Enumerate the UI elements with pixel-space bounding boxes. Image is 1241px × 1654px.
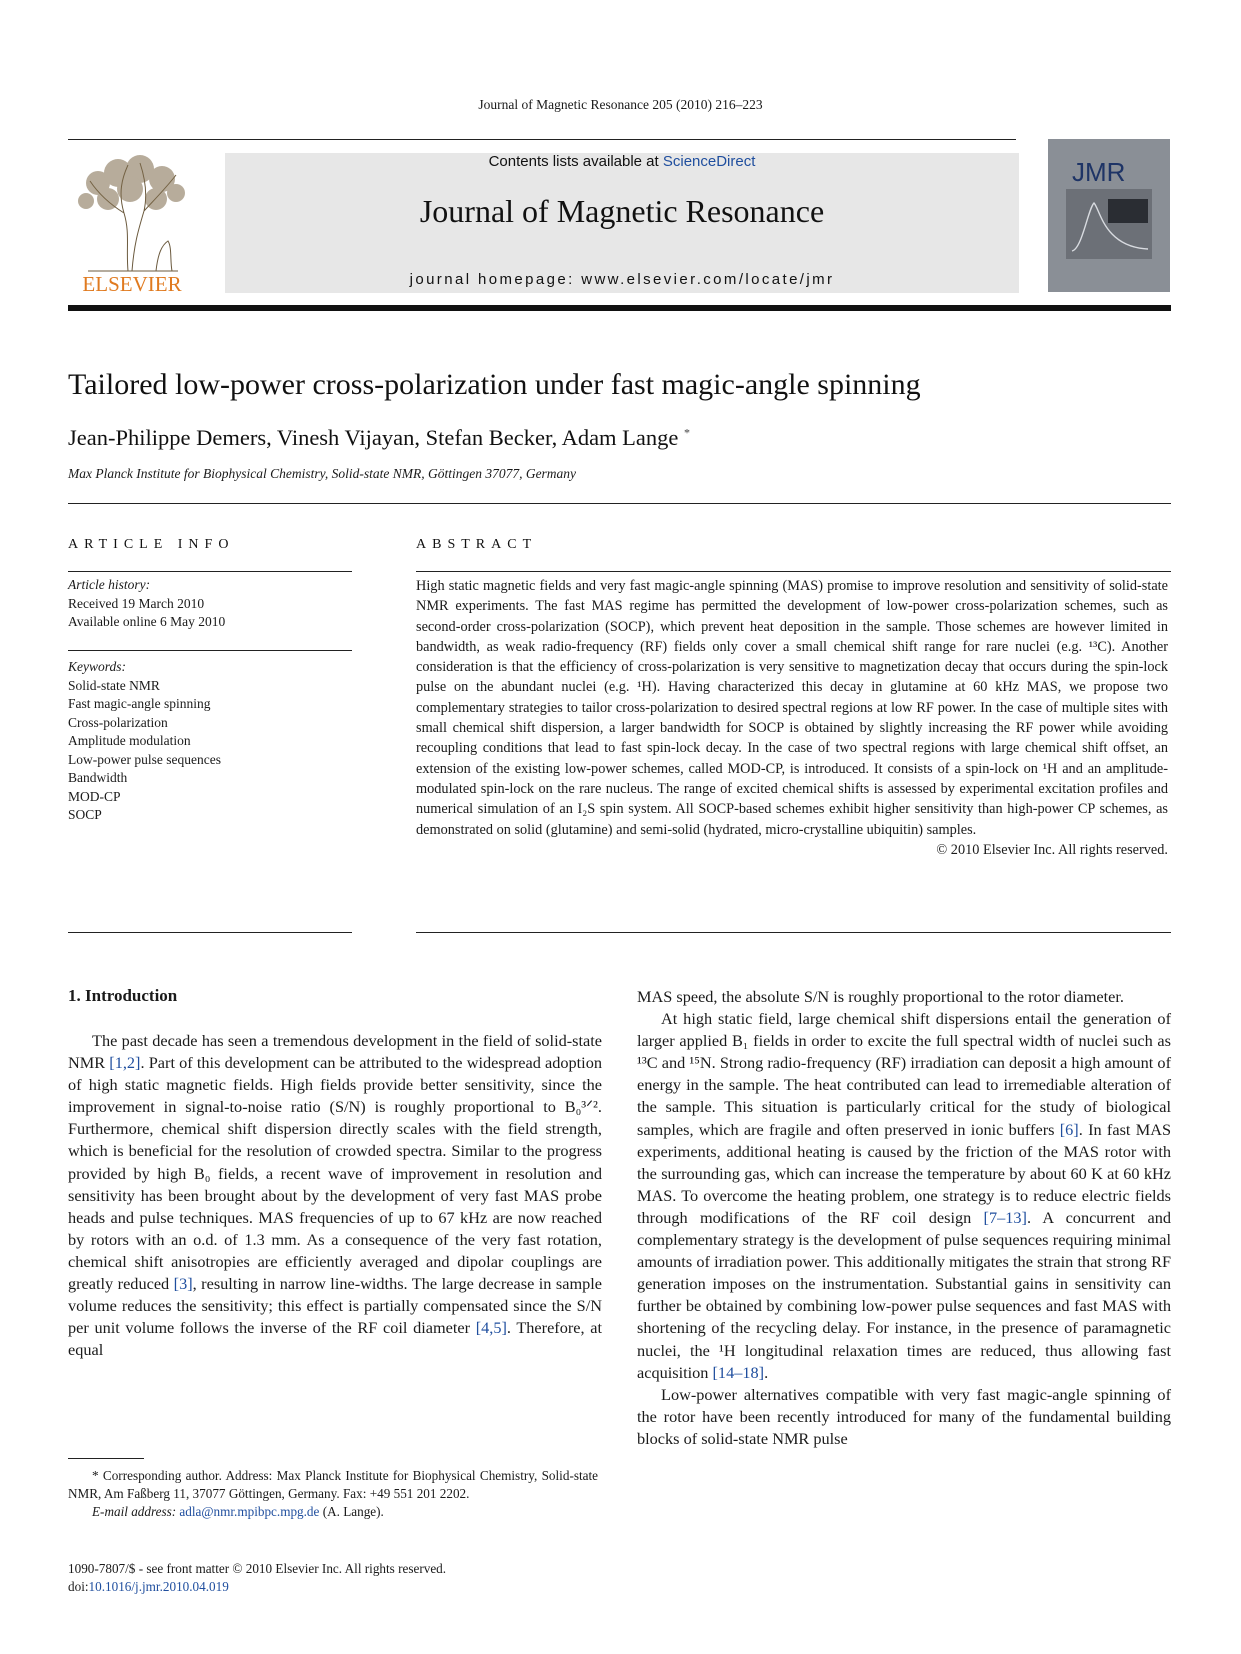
received-date: Received 19 March 2010 — [68, 595, 205, 611]
article-info — [68, 576, 352, 632]
elsevier-tree-icon — [68, 153, 196, 293]
reference-link[interactable]: [6] — [1059, 1119, 1079, 1139]
email-link[interactable]: adla@nmr.mpibpc.mpg.de — [179, 1504, 320, 1519]
abstract-text: High static magnetic fields and very fast magic-angle spinning (MAS) promise to improve resolution and sensitivity of solid-state NMR experiments. The fast MAS regime has permitted the development of low-power cross-polarization schemes, such as second-order cross-polarization (SOCP), which prevent heat deposition in the sample. Those schemes are however limited in bandwidth, as weak radio-frequency (RF) fields only cover a small chemical shift range for rare nuclei (e.g. ¹³C). Another consideration is that the efficiency of cross-polarization is very sensitive to magnetization decay that occurs during the spin-lock pulse on the abundant nuclei (e.g. ¹H). Having characterized this decay in glutamine at 60 kHz MAS, we propose two complementary strategies to tailor cross-polarization to desired spectral regions at low RF power. In the case of multiple sites with small chemical shift dispersion, a larger bandwidth for SOCP is obtained by slightly increasing the RF power while avoiding recoupling conditions that lead to fast spin-lock decay. In the case of two spectral regions with large chemical shift offset, an extension of the existing low-power schemes, called MOD-CP, is introduced. It consists of a spin-lock on ¹H and an amplitude-modulated spin-lock on the rare nucleus. The range of excited chemical shifts is assessed by experimental excitation profiles and numerical simulation of an I₂S spin system. All SOCP-based schemes exhibit higher sensitivity than high-power CP schemes, as demonstrated on solid (glutamine) and semi-solid (hydrated, micro-crystalline ubiquitin) samples. — [416, 578, 1168, 838]
article-info-heading: ARTICLE INFO — [68, 537, 235, 552]
keyword-item: Amplitude modulation — [68, 733, 191, 748]
running-citation: Journal of Magnetic Resonance 205 (2010) 216–223 — [478, 97, 763, 112]
article-info-rule — [68, 571, 352, 572]
reference-link[interactable]: [7–13] — [983, 1207, 1027, 1227]
issn-line: 1090-7807/$ - see front matter © 2010 Elsevier Inc. All rights reserved. — [68, 1561, 447, 1576]
abstract-bottom-rule — [416, 932, 1171, 933]
available-online-date: Available online 6 May 2010 — [68, 614, 226, 629]
corresponding-author-footnote: * Corresponding author. Address: Max Planck Institute for Biophysical Chemistry, Solid-state NMR, Am Faßberg 11, 37077 Göttingen, Germany. Fax: +49 551 201 2202. E-mail address: adla@nmr.mpibpc.mpg.de (A. Lange). — [68, 1468, 599, 1519]
keyword-item: Cross-polarization — [68, 714, 168, 730]
issn-doi-block — [68, 1560, 446, 1596]
doi-line: doi:10.1016/j.jmr.2010.04.019 — [68, 1579, 229, 1594]
author-list: Jean-Philippe Demers, Vinesh Vijayan, Stefan Becker, Adam Lange * — [68, 425, 691, 450]
journal-cover-thumbnail — [1048, 139, 1170, 292]
keywords-rule — [68, 650, 352, 651]
keyword-item: Low-power pulse sequences — [68, 751, 221, 767]
sciencedirect-link[interactable]: ScienceDirect — [662, 153, 756, 170]
footnote-mark: * — [92, 1468, 99, 1483]
journal-homepage[interactable]: journal homepage: www.elsevier.com/locate/jmr — [409, 271, 835, 288]
introduction-heading: 1. Introduction — [68, 986, 178, 1005]
body-paragraph: At high static field, large chemical shift dispersions entail the generation of larger applied B₁ fields in order to excite the full spectral width of nuclei such as ¹³C and ¹⁵N. Strong radio-frequency (RF) irradiation can deposit a high amount of energy in the sample. The heat contributed can lead to irremediable alteration of the sample. This situation is particularly critical for the study of biological samples, which are fragile and often preserved in ionic buffers [6]. In fast MAS experiments, additional heating is caused by the friction of the MAS rotor with the surrounding gas, which can increase the temperature by about 60 K at 60 kHz MAS. To overcome the heating problem, one strategy is to reduce electric fields through modifications of the RF coil design [7–13]. A concurrent and complementary strategy is the development of pulse sequences requiring minimal amounts of irradiation power. This additionally mitigates the strain that strong RF generation imposes on the instrumentation. Substantial gains in sensitivity can further be obtained by combining low-power pulse sequences and fast MAS with shortening of the recycling delay. For instance, in the presence of paramagnetic nuclei, the ¹H longitudinal relaxation times are reduced, thus allowing fast acquisition [14–18]. — [637, 1009, 1172, 1382]
footnote-rule — [68, 1458, 144, 1459]
reference-link[interactable]: [1,2] — [109, 1053, 141, 1073]
contents-available: Contents lists available at ScienceDirect — [488, 153, 756, 170]
doi-link[interactable]: 10.1016/j.jmr.2010.04.019 — [88, 1579, 229, 1594]
author-affiliation: Max Planck Institute for Biophysical Chemistry, Solid-state NMR, Göttingen 37077, Germany — [68, 466, 577, 481]
journal-name: Journal of Magnetic Resonance — [419, 193, 825, 229]
keyword-item: Bandwidth — [68, 770, 128, 785]
cover-logo: JMR — [1072, 157, 1126, 187]
article-title: Tailored low-power cross-polarization under fast magic-angle spinning — [68, 368, 921, 401]
header-bottom-rule — [68, 305, 1171, 311]
body-paragraph: MAS speed, the absolute S/N is roughly proportional to the rotor diameter. — [637, 987, 1125, 1006]
header-top-rule — [68, 139, 1016, 140]
keyword-item: MOD-CP — [68, 788, 121, 804]
abstract-heading: ABSTRACT — [416, 537, 538, 552]
article-history-label: Article history: — [68, 577, 151, 592]
keywords-label: Keywords: — [68, 659, 126, 674]
reference-link[interactable]: [14–18] — [712, 1362, 765, 1382]
body-paragraph: The past decade has seen a tremendous development in the field of solid-state NMR [1,2]. Part of this development can be attributed to the widespread adoption of high static magnetic fields. High fields provide better sensitivity, since the improvement in signal-to-noise ratio (S/N) is roughly proportional to B₀³ᐟ². Furthermore, chemical shift dispersion directly scales with the field strength, which is beneficial for the resolution of crowded spectra. Similar to the progress provided by high B₀ fields, a recent wave of improvement in resolution and sensitivity has been brought about by the development of very fast MAS probe heads and pulse techniques. MAS frequencies of up to 67 kHz are now reached by rotors with an o.d. of 1.3 mm. As a consequence of the very fast rotation, chemical shift anisotropies are efficiently averaged and dipolar couplings are greatly reduced [3], resulting in narrow line-widths. The large decrease in sample volume reduces the sensitivity; this effect is partially compensated since the S/N per unit volume follows the inverse of the RF coil diameter [4,5]. Therefore, at equal — [68, 1031, 602, 1360]
elsevier-logo — [68, 153, 196, 293]
body-column-left — [68, 1030, 602, 1361]
abstract-copyright: © 2010 Elsevier Inc. All rights reserved. — [936, 841, 1168, 858]
title-block-rule — [68, 503, 1171, 504]
elsevier-wordmark: ELSEVIER — [82, 272, 182, 293]
reference-link[interactable]: [3] — [173, 1274, 193, 1294]
abstract — [416, 576, 1168, 860]
keyword-item: Fast magic-angle spinning — [68, 696, 211, 711]
body-paragraph: Low-power alternatives compatible with very fast magic-angle spinning of the rotor have been recently introduced for many of the fundamental building blocks of solid-state NMR pulse — [637, 1384, 1171, 1448]
abstract-rule — [416, 571, 1171, 572]
keyword-item: SOCP — [68, 807, 102, 822]
reference-link[interactable]: [4,5] — [475, 1318, 507, 1338]
article-info-bottom-rule — [68, 932, 352, 933]
keyword-item: Solid-state NMR — [68, 677, 160, 693]
body-column-right — [637, 986, 1171, 1450]
journal-banner — [225, 153, 1019, 293]
corresponding-author-mark[interactable]: * — [684, 425, 691, 440]
keywords-block — [68, 658, 352, 825]
